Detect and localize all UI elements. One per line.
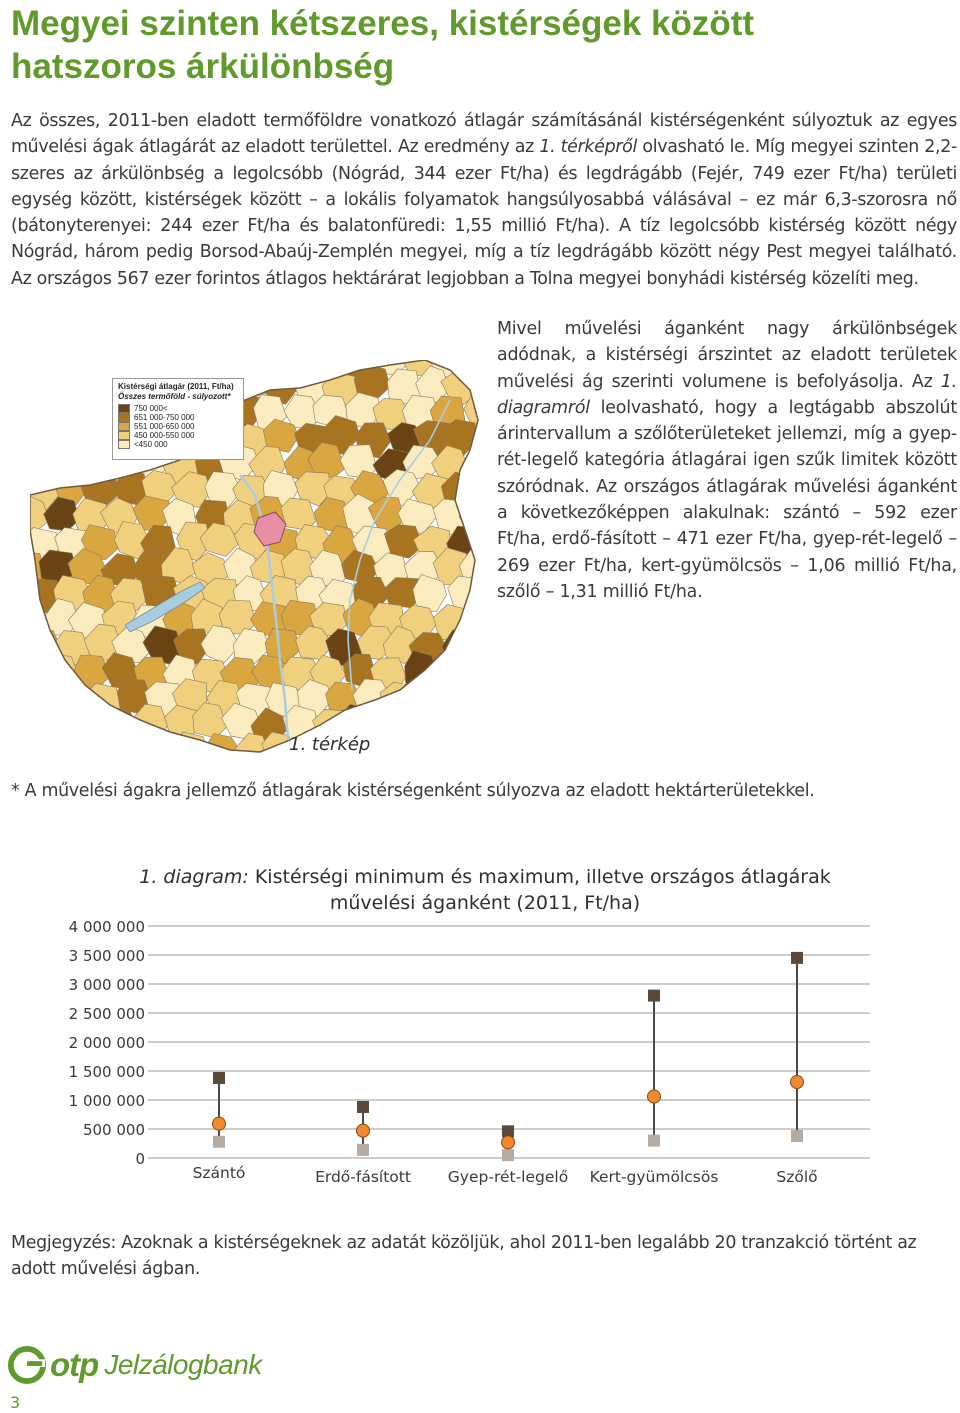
page-number: 3 [10, 1393, 21, 1412]
intro-paragraph: Az összes, 2011-ben eladott termőföldre vonatkozó átlagár számításánál kistérségenként súlyoztuk az egyes művelési ágak átlagárát az eladott területtel. Az eredmény az 1. térképről olvasható le. Míg megyei szinten 2,2-szeres az árkülönbség a legolcsóbb (Nógrád, 344 ezer Ft/ha) és legdrágább (Fejér, 749 ezer Ft/ha) területi egység között, kistérségek között – a lokális folyamatok hangsúlyosabbá válásával – ez már 6,3-szorosra nő (bátonyterenyei: 244 ezer Ft/ha és balatonfüredi: 1,55 millió Ft/ha). A tíz legolcsóbb kistérség között négy Nógrád, három pedig Borsod-Abaúj-Zemplén megyei, míg a tíz legdrágább között négy Pest megyei található. Az országos 567 ezer forintos átlagos hektárárat legjobban a Tolna megyei bonyhádi kistérség közelíti meg. [11, 111, 958, 289]
map-footnote: * A művelési ágakra jellemző átlagárak kistérségenként súlyozva az eladott hektárterületekkel. [11, 781, 815, 801]
y-tick-label: 2 000 000 [68, 1034, 145, 1052]
avg-marker [357, 1124, 370, 1137]
logo-otp-text: otp [50, 1346, 99, 1383]
avg-marker [502, 1136, 515, 1149]
otp-logo [8, 1346, 262, 1384]
max-marker [213, 1072, 225, 1084]
x-category-label: Gyep-rét-legelő [447, 1168, 569, 1186]
legend-label: 750 000< [134, 404, 168, 413]
diagram-reference: 1. diagramról [497, 371, 957, 418]
y-tick-label: 1 000 000 [68, 1092, 145, 1110]
y-tick-label: 3 500 000 [68, 947, 145, 965]
side-paragraph: Mivel művelési áganként nagy árkülönbségek adódnak, a kistérségi árszintet az eladott területek művelési ág szerinti volumene is befolyásolja. Az 1. diagramról leolvasható, hogy a legtágabb abszolút árintervallum a szőlőterületeket jellemzi, míg a gyep-rét-legelő kategória átlagárai igen szűk limitek között szóródnak. Az országos átlagárak művelési áganként a következőképpen alakulnak: szántó – 592 ezer Ft/ha, erdő-fásított – 471 ezer Ft/ha, gyep-rét-legelő – 269 ezer Ft/ha, kert-gyümölcsös – 1,06 millió Ft/ha, szőlő – 1,31 millió Ft/ha. [497, 319, 957, 602]
legend-label: <450 000 [134, 440, 168, 449]
avg-marker [213, 1117, 226, 1130]
y-tick-label: 2 500 000 [68, 1005, 145, 1023]
min-marker [791, 1130, 803, 1142]
chart-title-prefix: 1. diagram: [139, 866, 249, 888]
y-tick-label: 1 500 000 [68, 1063, 145, 1081]
min-marker [213, 1136, 225, 1148]
min-marker [502, 1149, 514, 1161]
map-reference: 1. térképről [539, 137, 638, 158]
otp-mark-icon [8, 1346, 46, 1384]
y-tick-label: 4 000 000 [68, 918, 145, 936]
legend-label: 450 000-550 000 [134, 431, 195, 440]
legend-subtitle: Összes termőföld - súlyozott* [118, 392, 231, 401]
x-category-label: Szőlő [776, 1168, 818, 1186]
max-marker [648, 990, 660, 1002]
legend-title: Kistérségi átlagár (2011, Ft/ha) [118, 382, 234, 391]
legend-label: 651 000-750 000 [134, 413, 195, 422]
avg-marker [791, 1076, 804, 1089]
y-tick-label: 3 000 000 [68, 976, 145, 994]
x-category-label: Szántó [192, 1164, 246, 1182]
x-category-label: Erdő-fásított [315, 1168, 411, 1186]
max-marker [357, 1101, 369, 1113]
y-tick-label: 500 000 [82, 1121, 145, 1139]
min-marker [648, 1135, 660, 1147]
chart-title: 1. diagram: Kistérségi minimum és maximum, illetve országos átlagárak művelési áganként (2011, Ft/ha) [139, 866, 831, 914]
page-title: Megyei szinten kétszeres, kistérségek között hatszoros árkülönbség [11, 4, 755, 86]
x-category-label: Kert-gyümölcsös [589, 1168, 719, 1186]
avg-marker [648, 1090, 661, 1103]
note-paragraph: Megjegyzés: Azoknak a kistérségeknek az adatát közöljük, ahol 2011-ben legalább 20 tranzakció történt az adott művelési ágban. [11, 1233, 917, 1280]
y-tick-label: 0 [135, 1150, 145, 1168]
legend-label: 551 000-650 000 [134, 422, 195, 431]
logo-bank-text: Jelzálogbank [104, 1349, 262, 1380]
max-marker [791, 952, 803, 964]
min-marker [357, 1144, 369, 1156]
map-caption: 1. térkép [289, 734, 371, 755]
